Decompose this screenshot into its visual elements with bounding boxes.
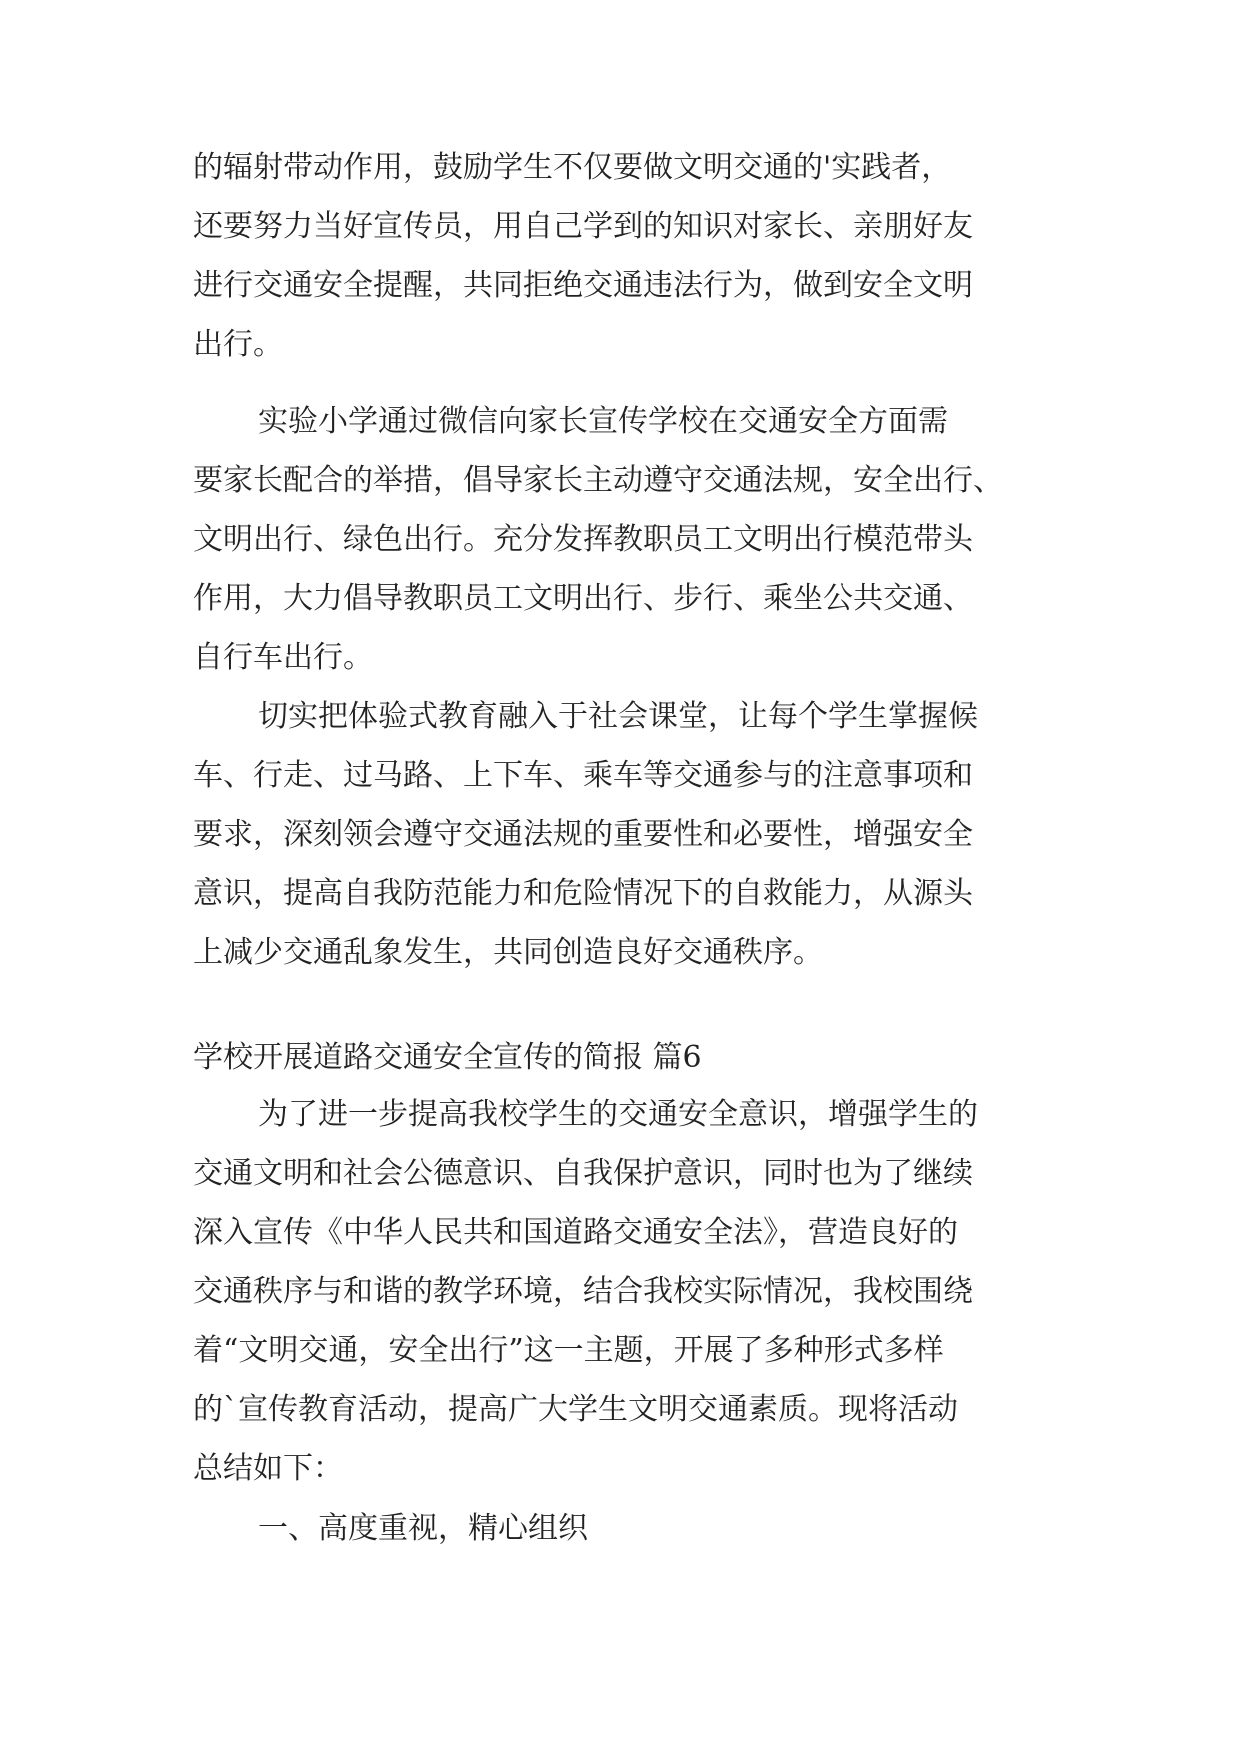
- paragraph-line: 自行车出行。: [193, 640, 373, 675]
- paragraph-line: 为了进一步提高我校学生的交通安全意识，增强学生的: [258, 1097, 978, 1132]
- paragraph-line: 的`宣传教育活动，提高广大学生文明交通素质。现将活动: [193, 1392, 958, 1427]
- paragraph-line: 深入宣传《中华人民共和国道路交通安全法》，营造良好的: [193, 1215, 958, 1250]
- subsection-heading: 一、高度重视，精心组织: [258, 1511, 588, 1546]
- paragraph-line: 切实把体验式教育融入于社会课堂，让每个学生掌握候: [258, 699, 978, 734]
- paragraph-line: 上减少交通乱象发生，共同创造良好交通秩序。: [193, 935, 823, 970]
- paragraph-line: 交通文明和社会公德意识、自我保护意识，同时也为了继续: [193, 1156, 973, 1191]
- paragraph-line: 总结如下：: [193, 1451, 343, 1486]
- paragraph-line: 还要努力当好宣传员，用自己学到的知识对家长、亲朋好友: [193, 209, 973, 244]
- paragraph-line: 作用，大力倡导教职员工文明出行、步行、乘坐公共交通、: [193, 581, 973, 616]
- paragraph-line: 车、行走、过马路、上下车、乘车等交通参与的注意事项和: [193, 758, 973, 793]
- paragraph-line: 进行交通安全提醒，共同拒绝交通违法行为，做到安全文明: [193, 268, 973, 303]
- section-heading: 学校开展道路交通安全宣传的简报 篇6: [193, 1040, 702, 1075]
- paragraph-line: 要家长配合的举措，倡导家长主动遵守交通法规，安全出行、: [193, 463, 1003, 498]
- paragraph-line: 的辐射带动作用，鼓励学生不仅要做文明交通的'实践者，: [193, 150, 952, 185]
- paragraph-line: 出行。: [193, 327, 283, 362]
- paragraph-line: 要求，深刻领会遵守交通法规的重要性和必要性，增强安全: [193, 817, 973, 852]
- paragraph-line: 文明出行、绿色出行。充分发挥教职员工文明出行模范带头: [193, 522, 973, 557]
- paragraph-line: 着“文明交通，安全出行”这一主题，开展了多种形式多样: [193, 1333, 944, 1368]
- paragraph-line: 交通秩序与和谐的教学环境，结合我校实际情况，我校围绕: [193, 1274, 973, 1309]
- paragraph-line: 意识，提高自我防范能力和危险情况下的自救能力，从源头: [193, 876, 973, 911]
- paragraph-line: 实验小学通过微信向家长宣传学校在交通安全方面需: [258, 404, 948, 439]
